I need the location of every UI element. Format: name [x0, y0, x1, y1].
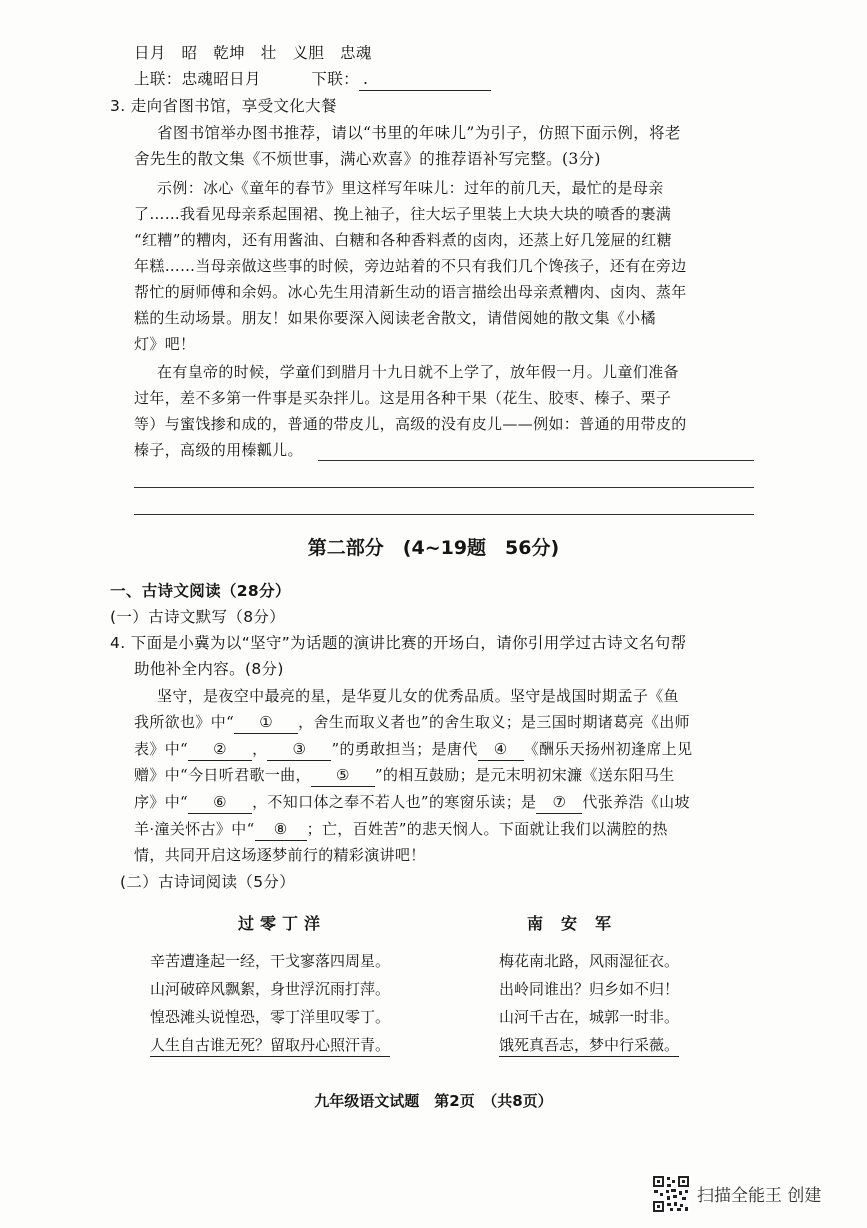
q4-text-part: ，不知口体之奉不若人也”的寒窗乐读；是: [252, 793, 537, 811]
q4-text-part: 《酬乐天扬州初逢席上见: [523, 740, 693, 758]
subsection-heading: (二）古诗词阅读（5分）: [120, 873, 296, 891]
q4-text: [134, 816, 754, 843]
q4-text: [134, 762, 754, 789]
example-line: 糕的生动场景。朋友！如果你要深入阅读老舍散文，请借阅她的散文集《小橘: [134, 309, 656, 327]
poem1-line: 山河破碎风飘絮，身世浮沉雨打萍。: [150, 980, 391, 998]
q4-text-part: ，舍生而取义者也”的舍生取义；是三国时期诸葛亮《出师: [298, 713, 690, 731]
poem2-line-underlined: 饿死真吾志，梦中行采薇。: [499, 1034, 679, 1057]
q4-text: [134, 789, 754, 816]
excerpt-line: 在有皇帝的时候，学童们到腊月十九日就不上学了，放年假一月。儿童们准备: [157, 363, 679, 381]
section-heading: 一、古诗文阅读（28分）: [110, 582, 291, 600]
example-line: 示例：冰心《童年的春节》里这样写年味儿：过年的前几天，最忙的是母亲: [157, 179, 664, 197]
example-line: “红糟”的糟肉，还有用酱油、白糖和各种香料煮的卤肉，还蒸上好几笼屉的红糖: [134, 231, 672, 249]
answer-line[interactable]: [318, 460, 754, 461]
lower-couplet-blank[interactable]: .: [359, 68, 491, 91]
q4-text-part: ”的相互鼓励；是元末明初宋濂《送东阳马生: [374, 766, 675, 784]
example-line: 年糕……当母亲做这些事的时候，旁边站着的不只有我们几个馋孩子，还有在旁边: [134, 257, 687, 275]
qr-code-icon: [652, 1175, 690, 1213]
q4-text-part: 羊·潼关怀古》中“: [134, 820, 255, 838]
poem2-line: 梅花南北路，风雨湿征衣。: [499, 952, 680, 970]
q4-text: [134, 709, 754, 736]
poem1-line: 惶恐滩头说惶恐，零丁洋里叹零丁。: [150, 1008, 391, 1026]
q4-text-part: 序》中“: [134, 793, 189, 811]
q4-text-part: 我所欲也》中“: [134, 713, 235, 731]
blank-5[interactable]: ⑤: [311, 764, 375, 787]
q4-text-part: 表》中“: [134, 740, 189, 758]
blank-4[interactable]: ④: [478, 738, 524, 761]
q4-text-part: 代张养浩《山坡: [582, 793, 690, 811]
blank-8[interactable]: ⑧: [255, 818, 307, 841]
blank-2[interactable]: ②: [188, 738, 252, 761]
q4-text: 坚守，是夜空中最亮的星，是华夏儿女的优秀品质。坚守是战国时期孟子《鱼: [157, 687, 679, 705]
q4-text-part: ，: [252, 740, 268, 758]
blank-1[interactable]: ①: [234, 711, 298, 734]
q4-text-part: ”的勇敢担当；是唐代: [331, 740, 478, 758]
blank-6[interactable]: ⑥: [188, 791, 252, 814]
poem1-body: [150, 950, 440, 1070]
excerpt-line: 过年，差不多第一件事是买杂拌儿。这是用各种干果（花生、胶枣、榛子、栗子: [134, 389, 672, 407]
couplet-answer: [134, 66, 754, 93]
poem1-title: 过零丁洋: [238, 914, 327, 933]
couplet-characters: 日月 昭 乾坤 壮 义胆 忠魂: [134, 44, 372, 62]
example-line: 帮忙的厨师傅和余妈。冰心先生用清新生动的语言描绘出母亲煮糟肉、卤肉、蒸年: [134, 283, 687, 301]
q3-title: 3. 走向省图书馆，享受文化大餐: [110, 97, 337, 115]
q4-title: 助他补全内容。(8分): [134, 660, 284, 678]
poem1-line-underlined: 人生自古谁无死？留取丹心照汗青。: [150, 1034, 390, 1057]
lower-couplet-label: 下联：: [311, 70, 359, 88]
poem2-line: 山河千古在，城郭一时非。: [499, 1008, 680, 1026]
poem2-title: 南安军: [527, 914, 630, 933]
poem1-line: 辛苦遭逢起一经，干戈寥落四周星。: [150, 952, 391, 970]
excerpt-line: 榛子，高级的用榛瓤儿。: [134, 441, 303, 459]
q4-text-part: ；亡，百姓苦”的悲天悯人。下面就让我们以满腔的热: [306, 820, 668, 838]
q4-title: 4. 下面是小冀为以“坚守”为话题的演讲比赛的开场白，请你引用学过古诗文名句帮: [110, 634, 687, 652]
q4-text-part: 赠》中“今日听君歌一曲，: [134, 766, 311, 784]
example-line: 了……我看见母亲系起围裙、挽上袖子，往大坛子里装上大块大块的喷香的裹满: [134, 205, 672, 223]
example-line: 灯》吧！: [134, 335, 196, 353]
answer-line[interactable]: [134, 487, 754, 488]
upper-couplet-text: 忠魂昭日月: [181, 70, 261, 88]
q3-prompt-line: 舍先生的散文集《不烦世事，满心欢喜》的推荐语补写完整。(3分): [134, 150, 601, 168]
excerpt-line: 等）与蜜饯掺和成的，普通的带皮儿，高级的没有皮儿——例如：普通的用带皮的: [134, 415, 687, 433]
part2-title: 第二部分 (4~19题 56分): [307, 537, 560, 559]
q4-text: 情，共同开启这场逐梦前行的精彩演讲吧！: [134, 846, 426, 864]
blank-7[interactable]: ⑦: [536, 791, 582, 814]
scanner-watermark: 扫描全能王 创建: [697, 1186, 822, 1206]
q4-text: [134, 736, 754, 763]
poem2-line: 出岭同谁出？归乡如不归！: [499, 980, 680, 998]
q3-prompt-line: 省图书馆举办图书推荐，请以“书里的年味儿”为引子，仿照下面示例，将老: [157, 124, 681, 142]
subsection-heading: (一）古诗文默写（8分）: [110, 608, 286, 626]
poem2-body: [499, 950, 709, 1070]
page-footer: 九年级语文试题 第2页 （共8页）: [314, 1092, 553, 1110]
answer-line[interactable]: [134, 514, 754, 515]
upper-couplet-label: 上联：: [134, 70, 182, 88]
blank-3[interactable]: ③: [267, 738, 331, 761]
